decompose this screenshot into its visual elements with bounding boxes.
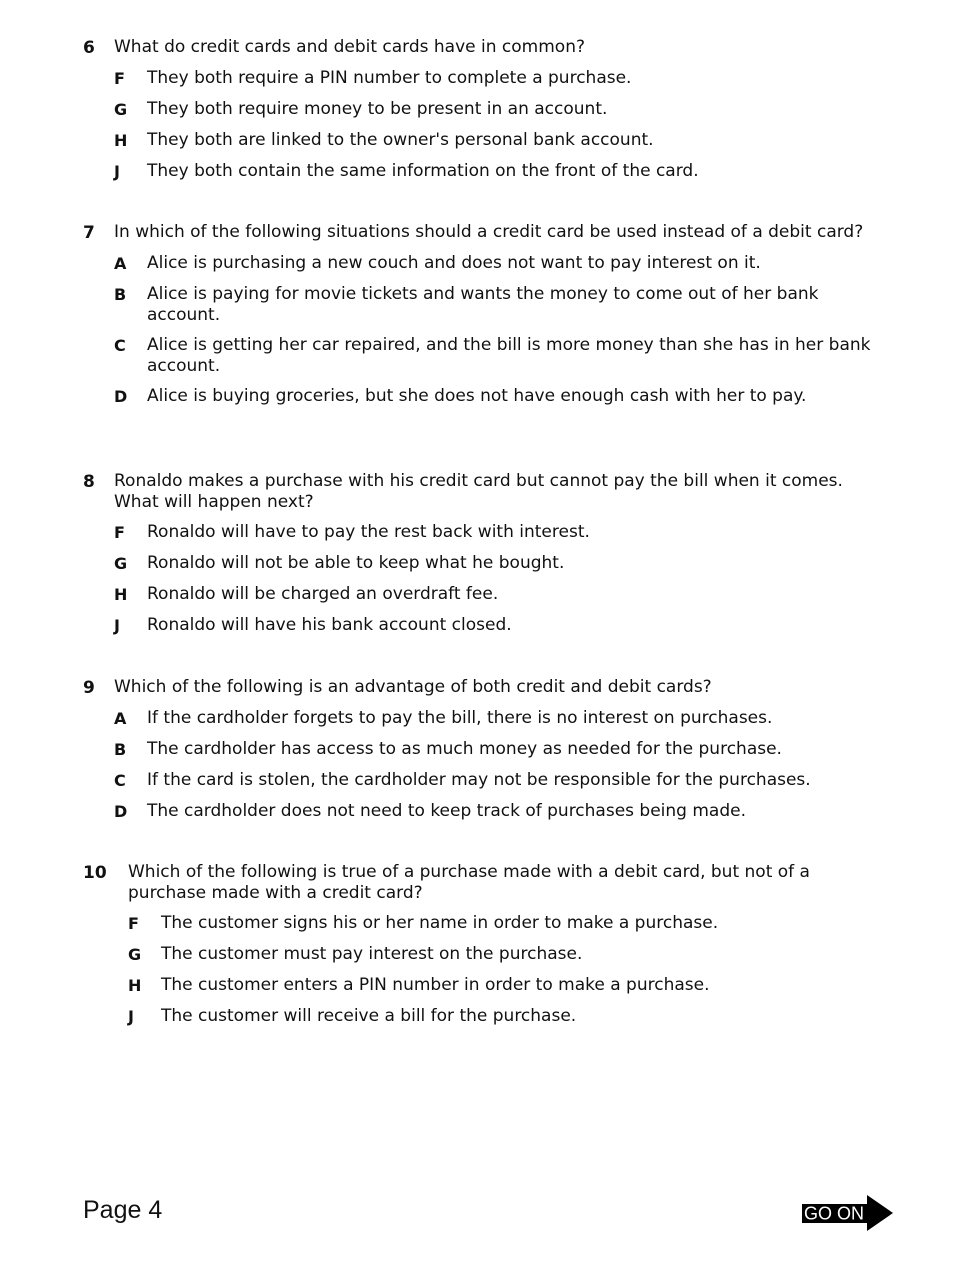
option-text: They both contain the same information on the front of the card. xyxy=(147,161,699,181)
answer-option-h[interactable] xyxy=(128,975,883,997)
question-text: Which of the following is true of a purchase made with a debit card, but not of a purchase made with a credit card? xyxy=(128,862,810,903)
option-text: Ronaldo will not be able to keep what he bought. xyxy=(147,553,565,573)
option-letter: F xyxy=(114,69,125,88)
option-letter: G xyxy=(128,945,142,964)
option-text: Ronaldo will have to pay the rest back with interest. xyxy=(147,522,590,542)
question-6 xyxy=(83,37,883,183)
option-letter: J xyxy=(114,162,120,181)
option-text: The customer enters a PIN number in order to make a purchase. xyxy=(161,975,710,995)
question-8 xyxy=(83,471,883,637)
option-letter: D xyxy=(114,802,128,821)
option-text: The customer signs his or her name in order to make a purchase. xyxy=(161,913,719,933)
answer-option-g[interactable] xyxy=(114,553,883,575)
option-letter: G xyxy=(114,554,128,573)
answer-option-f[interactable] xyxy=(128,913,883,935)
answer-option-f[interactable] xyxy=(114,68,883,90)
answer-option-j[interactable] xyxy=(114,615,883,637)
question-number: 7 xyxy=(83,223,95,243)
option-letter: G xyxy=(114,100,128,119)
go-on-arrow-icon xyxy=(801,1195,893,1231)
option-text: Alice is purchasing a new couch and does not want to pay interest on it. xyxy=(147,253,761,273)
question-number: 10 xyxy=(83,863,107,883)
option-text: The cardholder does not need to keep track of purchases being made. xyxy=(147,801,747,821)
answer-option-a[interactable] xyxy=(114,708,883,730)
answer-option-h[interactable] xyxy=(114,130,883,152)
answer-option-d[interactable] xyxy=(114,386,883,408)
option-letter: F xyxy=(128,914,139,933)
option-text: Alice is buying groceries, but she does not have enough cash with her to pay. xyxy=(147,386,807,406)
option-text: If the cardholder forgets to pay the bill, there is no interest on purchases. xyxy=(147,708,773,728)
option-text: They both require a PIN number to complete a purchase. xyxy=(147,68,632,88)
answer-option-g[interactable] xyxy=(114,99,883,121)
question-text: What do credit cards and debit cards have in common? xyxy=(114,37,585,57)
option-letter: A xyxy=(114,709,127,728)
option-letter: J xyxy=(128,1007,134,1026)
answer-option-c[interactable] xyxy=(114,770,883,792)
option-text: The cardholder has access to as much money as needed for the purchase. xyxy=(147,739,782,759)
option-text: They both require money to be present in an account. xyxy=(147,99,608,119)
option-text: They both are linked to the owner's personal bank account. xyxy=(147,130,654,150)
option-letter: H xyxy=(114,585,128,604)
option-text: Ronaldo will be charged an overdraft fee. xyxy=(147,584,499,604)
question-10 xyxy=(83,862,883,1028)
option-letter: F xyxy=(114,523,125,542)
option-letter: A xyxy=(114,254,127,273)
answer-option-g[interactable] xyxy=(128,944,883,966)
question-number: 6 xyxy=(83,38,95,58)
go-on-label: GO ON xyxy=(804,1203,865,1224)
question-9 xyxy=(83,677,883,823)
answer-option-c[interactable] xyxy=(114,335,883,377)
question-number: 9 xyxy=(83,678,95,698)
answer-option-h[interactable] xyxy=(114,584,883,606)
answer-option-d[interactable] xyxy=(114,801,883,823)
answer-option-b[interactable] xyxy=(114,284,883,326)
answer-option-j[interactable] xyxy=(114,161,883,183)
option-text: The customer will receive a bill for the purchase. xyxy=(161,1006,577,1026)
option-letter: B xyxy=(114,285,127,304)
page-number: Page 4 xyxy=(83,1196,163,1224)
option-letter: C xyxy=(114,336,126,355)
question-text: Ronaldo makes a purchase with his credit card but cannot pay the bill when it comes. What will happen next? xyxy=(114,471,843,512)
option-text: The customer must pay interest on the purchase. xyxy=(161,944,583,964)
answer-option-a[interactable] xyxy=(114,253,883,275)
option-letter: D xyxy=(114,387,128,406)
option-letter: B xyxy=(114,740,127,759)
question-text: Which of the following is an advantage of both credit and debit cards? xyxy=(114,677,712,697)
option-letter: H xyxy=(128,976,142,995)
answer-option-j[interactable] xyxy=(128,1006,883,1028)
answer-option-f[interactable] xyxy=(114,522,883,544)
question-7 xyxy=(83,222,883,408)
option-letter: C xyxy=(114,771,126,790)
question-text: In which of the following situations should a credit card be used instead of a debit card? xyxy=(114,222,864,242)
answer-option-b[interactable] xyxy=(114,739,883,761)
option-text: Ronaldo will have his bank account closed. xyxy=(147,615,512,635)
option-letter: H xyxy=(114,131,128,150)
option-text: Alice is getting her car repaired, and the bill is more money than she has in her bank account. xyxy=(147,335,871,376)
option-text: Alice is paying for movie tickets and wants the money to come out of her bank account. xyxy=(147,284,819,325)
question-number: 8 xyxy=(83,472,95,492)
option-letter: J xyxy=(114,616,120,635)
option-text: If the card is stolen, the cardholder may not be responsible for the purchases. xyxy=(147,770,811,790)
